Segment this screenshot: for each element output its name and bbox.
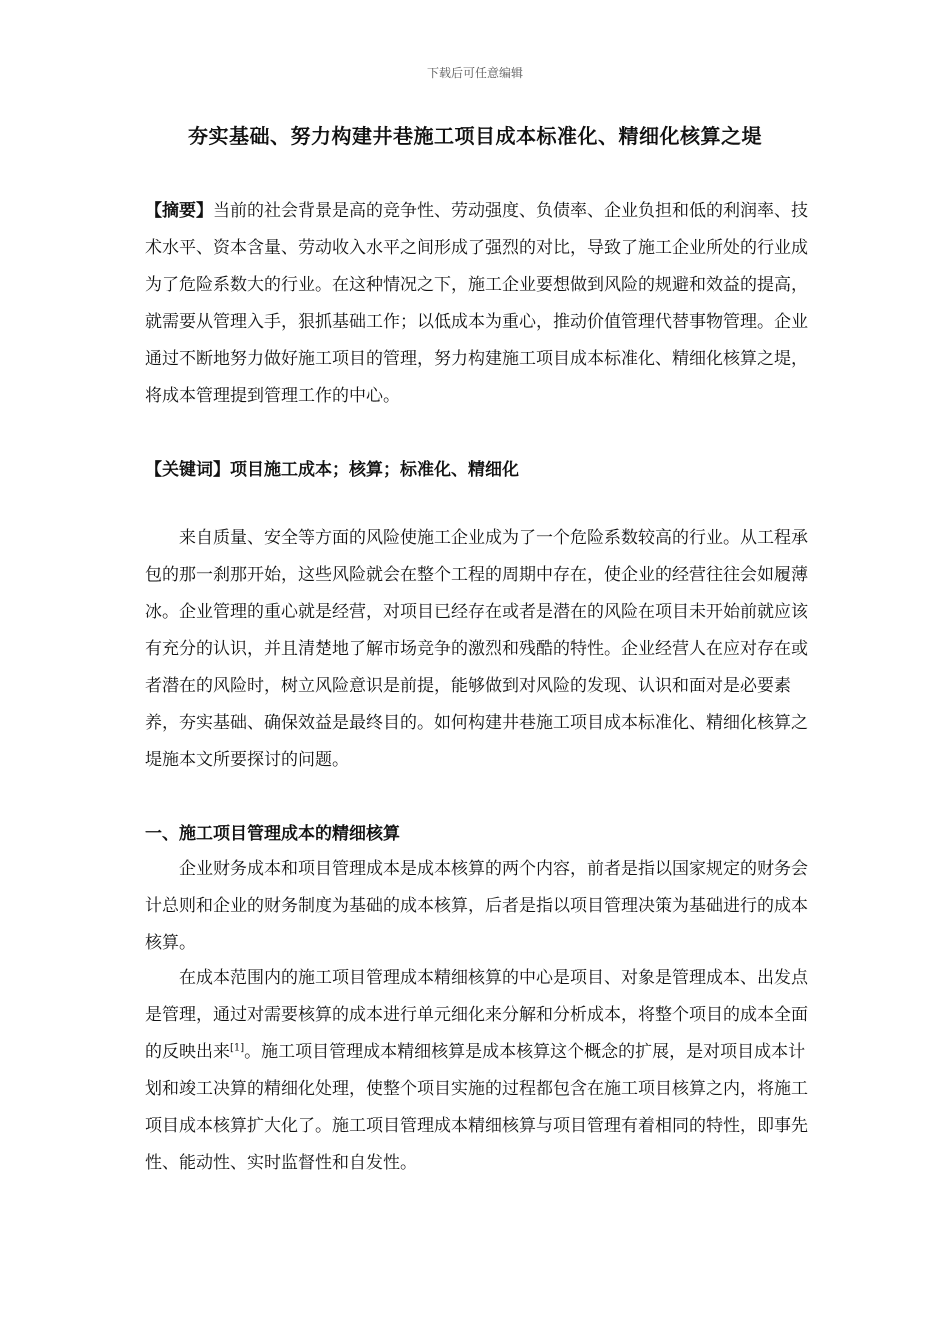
abstract-label: 【摘要】 [145,201,213,221]
section-heading-1: 一、施工项目管理成本的精细核算 [145,824,400,844]
document-title: 夯实基础、努力构建井巷施工项目成本标准化、精细化核算之堤 [188,124,762,148]
section1-paragraph-1: 企业财务成本和项目管理成本是成本核算的两个内容，前者是指以国家规定的财务会计总则和企业的财务制度为基础的成本核算，后者是指以项目管理决策为基础进行的成本核算。 [145,859,808,953]
para3-text-before-ref: 在成本范围内的施工项目管理成本精细核算的中心是项目、对象是管理成本、出发点是管理，通过对需要核算的成本进行单元细化来分解和分析成本，将整个项目的成本全面的反映出来 [145,968,808,1062]
keywords-text: 项目施工成本；核算；标准化、精细化 [230,460,519,480]
keywords-label: 【关键词】 [145,460,230,480]
section1-paragraph-2 [145,960,810,1182]
header-note: 下载后可任意编辑 [426,66,523,80]
para3-text-after-ref: 。施工项目管理成本精细核算是成本核算这个概念的扩展，是对项目成本计划和竣工决算的精细化处理，使整个项目实施的过程都包含在施工项目核算之内，将施工项目成本核算扩大化了。施工项目管理成本精细核算与项目管理有着相同的特性，即事先性、能动性、实时监督性和自发性。 [145,1042,808,1173]
citation-ref: [1] [230,1042,245,1054]
abstract-paragraph [145,193,810,415]
intro-paragraph: 来自质量、安全等方面的风险使施工企业成为了一个危险系数较高的行业。从工程承包的那一刹那开始，这些风险就会在整个工程的周期中存在，使企业的经营往往会如履薄冰。企业管理的重心就是经营，对项目已经存在或者是潜在的风险在项目未开始前就应该有充分的认识，并且清楚地了解市场竞争的激烈和残酷的特性。企业经营人在应对存在或者潜在的风险时，树立风险意识是前提，能够做到对风险的发现、认识和面对是必要素养，夯实基础、确保效益是最终目的。如何构建井巷施工项目成本标准化、精细化核算之堤施本文所要探讨的问题。 [145,528,808,770]
keywords-paragraph [145,452,810,489]
abstract-text: 当前的社会背景是高的竞争性、劳动强度、负债率、企业负担和低的利润率、技术水平、资本含量、劳动收入水平之间形成了强烈的对比，导致了施工企业所处的行业成为了危险系数大的行业。在这种情况之下，施工企业要想做到风险的规避和效益的提高，就需要从管理入手，狠抓基础工作；以低成本为重心，推动价值管理代替事物管理。企业通过不断地努力做好施工项目的管理，努力构建施工项目成本标准化、精细化核算之堤，将成本管理提到管理工作的中心。 [145,201,808,406]
